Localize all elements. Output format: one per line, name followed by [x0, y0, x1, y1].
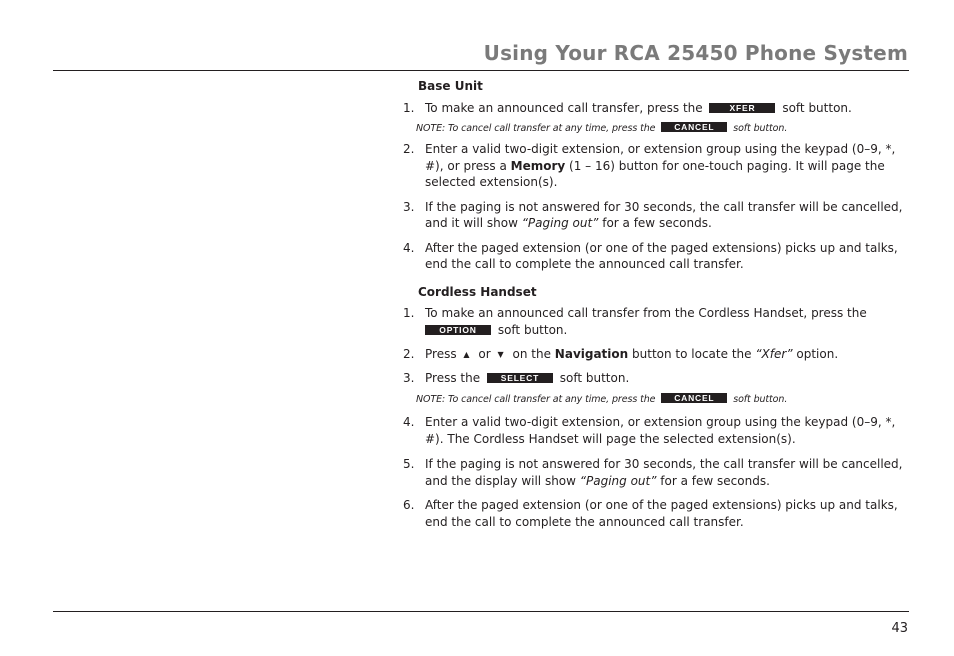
step-number: 2. [403, 347, 415, 361]
step-text: If the paging is not answered for 30 seconds, the call transfer will be cancelled, and the display will show [425, 457, 903, 488]
footer-rule [53, 611, 909, 612]
step-text: To make an announced call transfer, press the [425, 100, 703, 115]
base-step-4 [403, 240, 913, 273]
handset-step-3 [403, 370, 913, 387]
up-arrow-icon: ▲ [463, 350, 470, 359]
step-number: 1. [403, 100, 415, 115]
cancel-soft-button: CANCEL [661, 122, 727, 132]
handset-step-6 [403, 497, 913, 530]
step-number: 3. [403, 199, 415, 214]
step-text: Enter a valid two-digit extension, or extension group using the keypad (0–9, *, #), or press a [425, 142, 896, 173]
step-text: Enter a valid two-digit extension, or extension group using the keypad (0–9, *, #). The Cordless Handset will page the selected extension(s). [425, 415, 896, 446]
note-text: NOTE: To cancel call transfer at any time, press the [416, 394, 656, 405]
base-step-1 [403, 100, 913, 117]
page-title: Using Your RCA 25450 Phone System [483, 41, 908, 65]
step-text: option. [796, 347, 839, 361]
step-text: Press [425, 347, 457, 361]
step-number: 4. [403, 415, 415, 429]
step-text: soft button. [782, 100, 852, 115]
note-text: soft button. [733, 123, 788, 134]
handset-cancel-note [416, 393, 913, 406]
step-text: soft button. [559, 370, 630, 385]
step-number: 1. [403, 306, 415, 320]
step-number: 5. [403, 457, 415, 471]
handset-step-5 [403, 456, 913, 489]
step-text: for a few seconds. [660, 473, 770, 488]
step-number: 4. [403, 240, 415, 255]
paging-out-text: “Paging out” [521, 216, 599, 230]
step-text: If the paging is not answered for 30 seconds, the call transfer will be cancelled, and it will show [425, 199, 903, 230]
step-number: 2. [403, 142, 415, 156]
handset-step-2 [403, 346, 913, 364]
navigation-label: Navigation [554, 347, 629, 361]
note-text: soft button. [733, 394, 788, 405]
memory-label: Memory [510, 158, 566, 173]
option-soft-button: OPTION [425, 325, 491, 335]
handset-step-1 [403, 305, 913, 338]
step-text: or [478, 347, 491, 361]
xfer-option-text: “Xfer” [755, 347, 793, 361]
down-arrow-icon: ▼ [497, 350, 504, 359]
select-soft-button: SELECT [487, 373, 553, 383]
note-text: NOTE: To cancel call transfer at any time, press the [416, 123, 656, 134]
step-text: To make an announced call transfer from the Cordless Handset, press the [425, 306, 867, 320]
step-text: button to locate the [632, 347, 752, 361]
step-text: After the paged extension (or one of the paged extensions) picks up and talks, end the call to complete the announced call transfer. [425, 498, 898, 529]
step-text: After the paged extension (or one of the paged extensions) picks up and talks, end the call to complete the announced call transfer. [425, 240, 898, 271]
base-cancel-note [416, 122, 913, 135]
xfer-soft-button: XFER [709, 103, 775, 113]
step-text: for a few seconds. [602, 216, 712, 230]
step-number: 6. [403, 498, 415, 512]
paging-out-text: “Paging out” [579, 473, 657, 488]
instructions-column [403, 78, 913, 530]
cancel-soft-button: CANCEL [661, 393, 727, 403]
base-step-2 [403, 141, 913, 191]
base-step-3 [403, 199, 913, 232]
handset-step-4 [403, 414, 913, 447]
base-unit-heading: Base Unit [418, 79, 483, 93]
step-text: soft button. [497, 322, 568, 337]
step-text: (1 – 16) button for one-touch paging. It will page the selected extension(s). [425, 158, 885, 189]
step-text: on the [512, 347, 551, 361]
header-rule [53, 70, 909, 71]
step-text: Press the [425, 370, 481, 385]
step-number: 3. [403, 370, 415, 385]
cordless-handset-heading: Cordless Handset [418, 284, 537, 299]
page-number: 43 [891, 621, 908, 636]
